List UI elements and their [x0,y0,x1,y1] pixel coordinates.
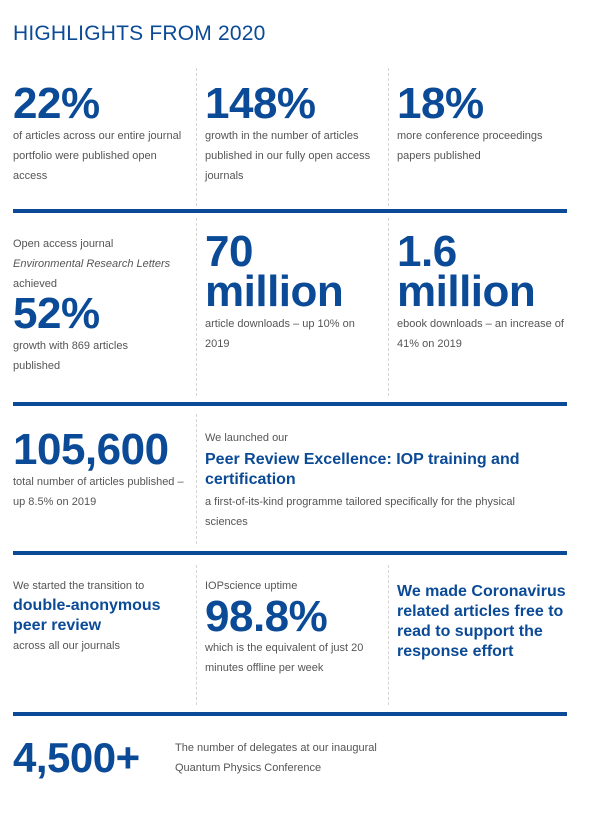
journal-name: Environmental Research Letters [13,258,171,270]
stat-oa-growth [205,79,380,186]
intro-text: We started the transition to [13,580,145,592]
stat-value-line2: million [397,267,536,316]
peer-review-excellence [205,428,560,532]
headline: We made Coronavirus related articles free to read to support the response effort [397,583,566,660]
stat-description: more conference proceedings papers published [397,130,543,162]
column-divider [196,414,197,544]
stat-value: 105,600 [13,425,169,474]
section-rule [13,712,567,716]
double-anonymous-review [13,576,188,656]
stat-open-access [13,79,188,186]
section-rule [13,402,567,406]
stat-value: 22% [13,79,100,128]
headline: Peer Review Excellence: IOP training and certification [205,451,520,488]
stat-uptime [205,576,380,678]
intro-text: We launched our [205,432,288,444]
coronavirus-articles [397,582,567,662]
stat-value-line1: 70 [205,227,253,276]
column-divider [196,218,197,396]
stat-description: growth with 869 articles published [13,340,128,372]
stat-description: which is the equivalent of just 20 minutes offline per week [205,642,364,674]
stat-erl [13,234,173,376]
stat-value-line1: 1.6 [397,227,457,276]
column-divider [196,565,197,705]
intro-text: Open access journal [13,238,114,250]
stat-description: ebook downloads – an increase of 41% on 2019 [397,318,564,350]
stat-conference [397,79,572,166]
description: a first-of-its-kind programme tailored specifically for the physical sciences [205,496,515,528]
stat-total-articles [13,425,193,512]
stat-description: article downloads – up 10% on 2019 [205,318,355,350]
stat-value: 98.8% [205,592,328,641]
section-rule [13,209,567,213]
stat-intro [13,234,173,294]
stat-article-downloads [205,227,380,354]
stat-delegates-description: The number of delegates at our inaugural Quantum Physics Conference [175,742,377,774]
stat-description: growth in the number of articles published in our fully open access journals [205,130,371,182]
section-rule [13,551,567,555]
stat-description: of articles across our entire journal portfolio were published open access [13,130,182,182]
stat-ebook-downloads [397,227,572,354]
intro-text: IOPscience uptime [205,580,298,592]
stat-delegates-value: 4,500+ [13,734,140,781]
intro-text-end: achieved [13,278,58,290]
description: across all our journals [13,640,120,652]
stat-value: 18% [397,79,484,128]
stat-value-line2: million [205,267,344,316]
page-title: HIGHLIGHTS FROM 2020 [13,22,266,45]
stat-value: 148% [205,79,316,128]
column-divider [388,218,389,396]
headline: double-anonymous peer review [13,597,161,634]
stat-description: total number of articles published – up 8.5% on 2019 [13,476,184,508]
column-divider [388,68,389,206]
column-divider [388,565,389,705]
column-divider [196,68,197,206]
stat-value: 52% [13,289,100,338]
